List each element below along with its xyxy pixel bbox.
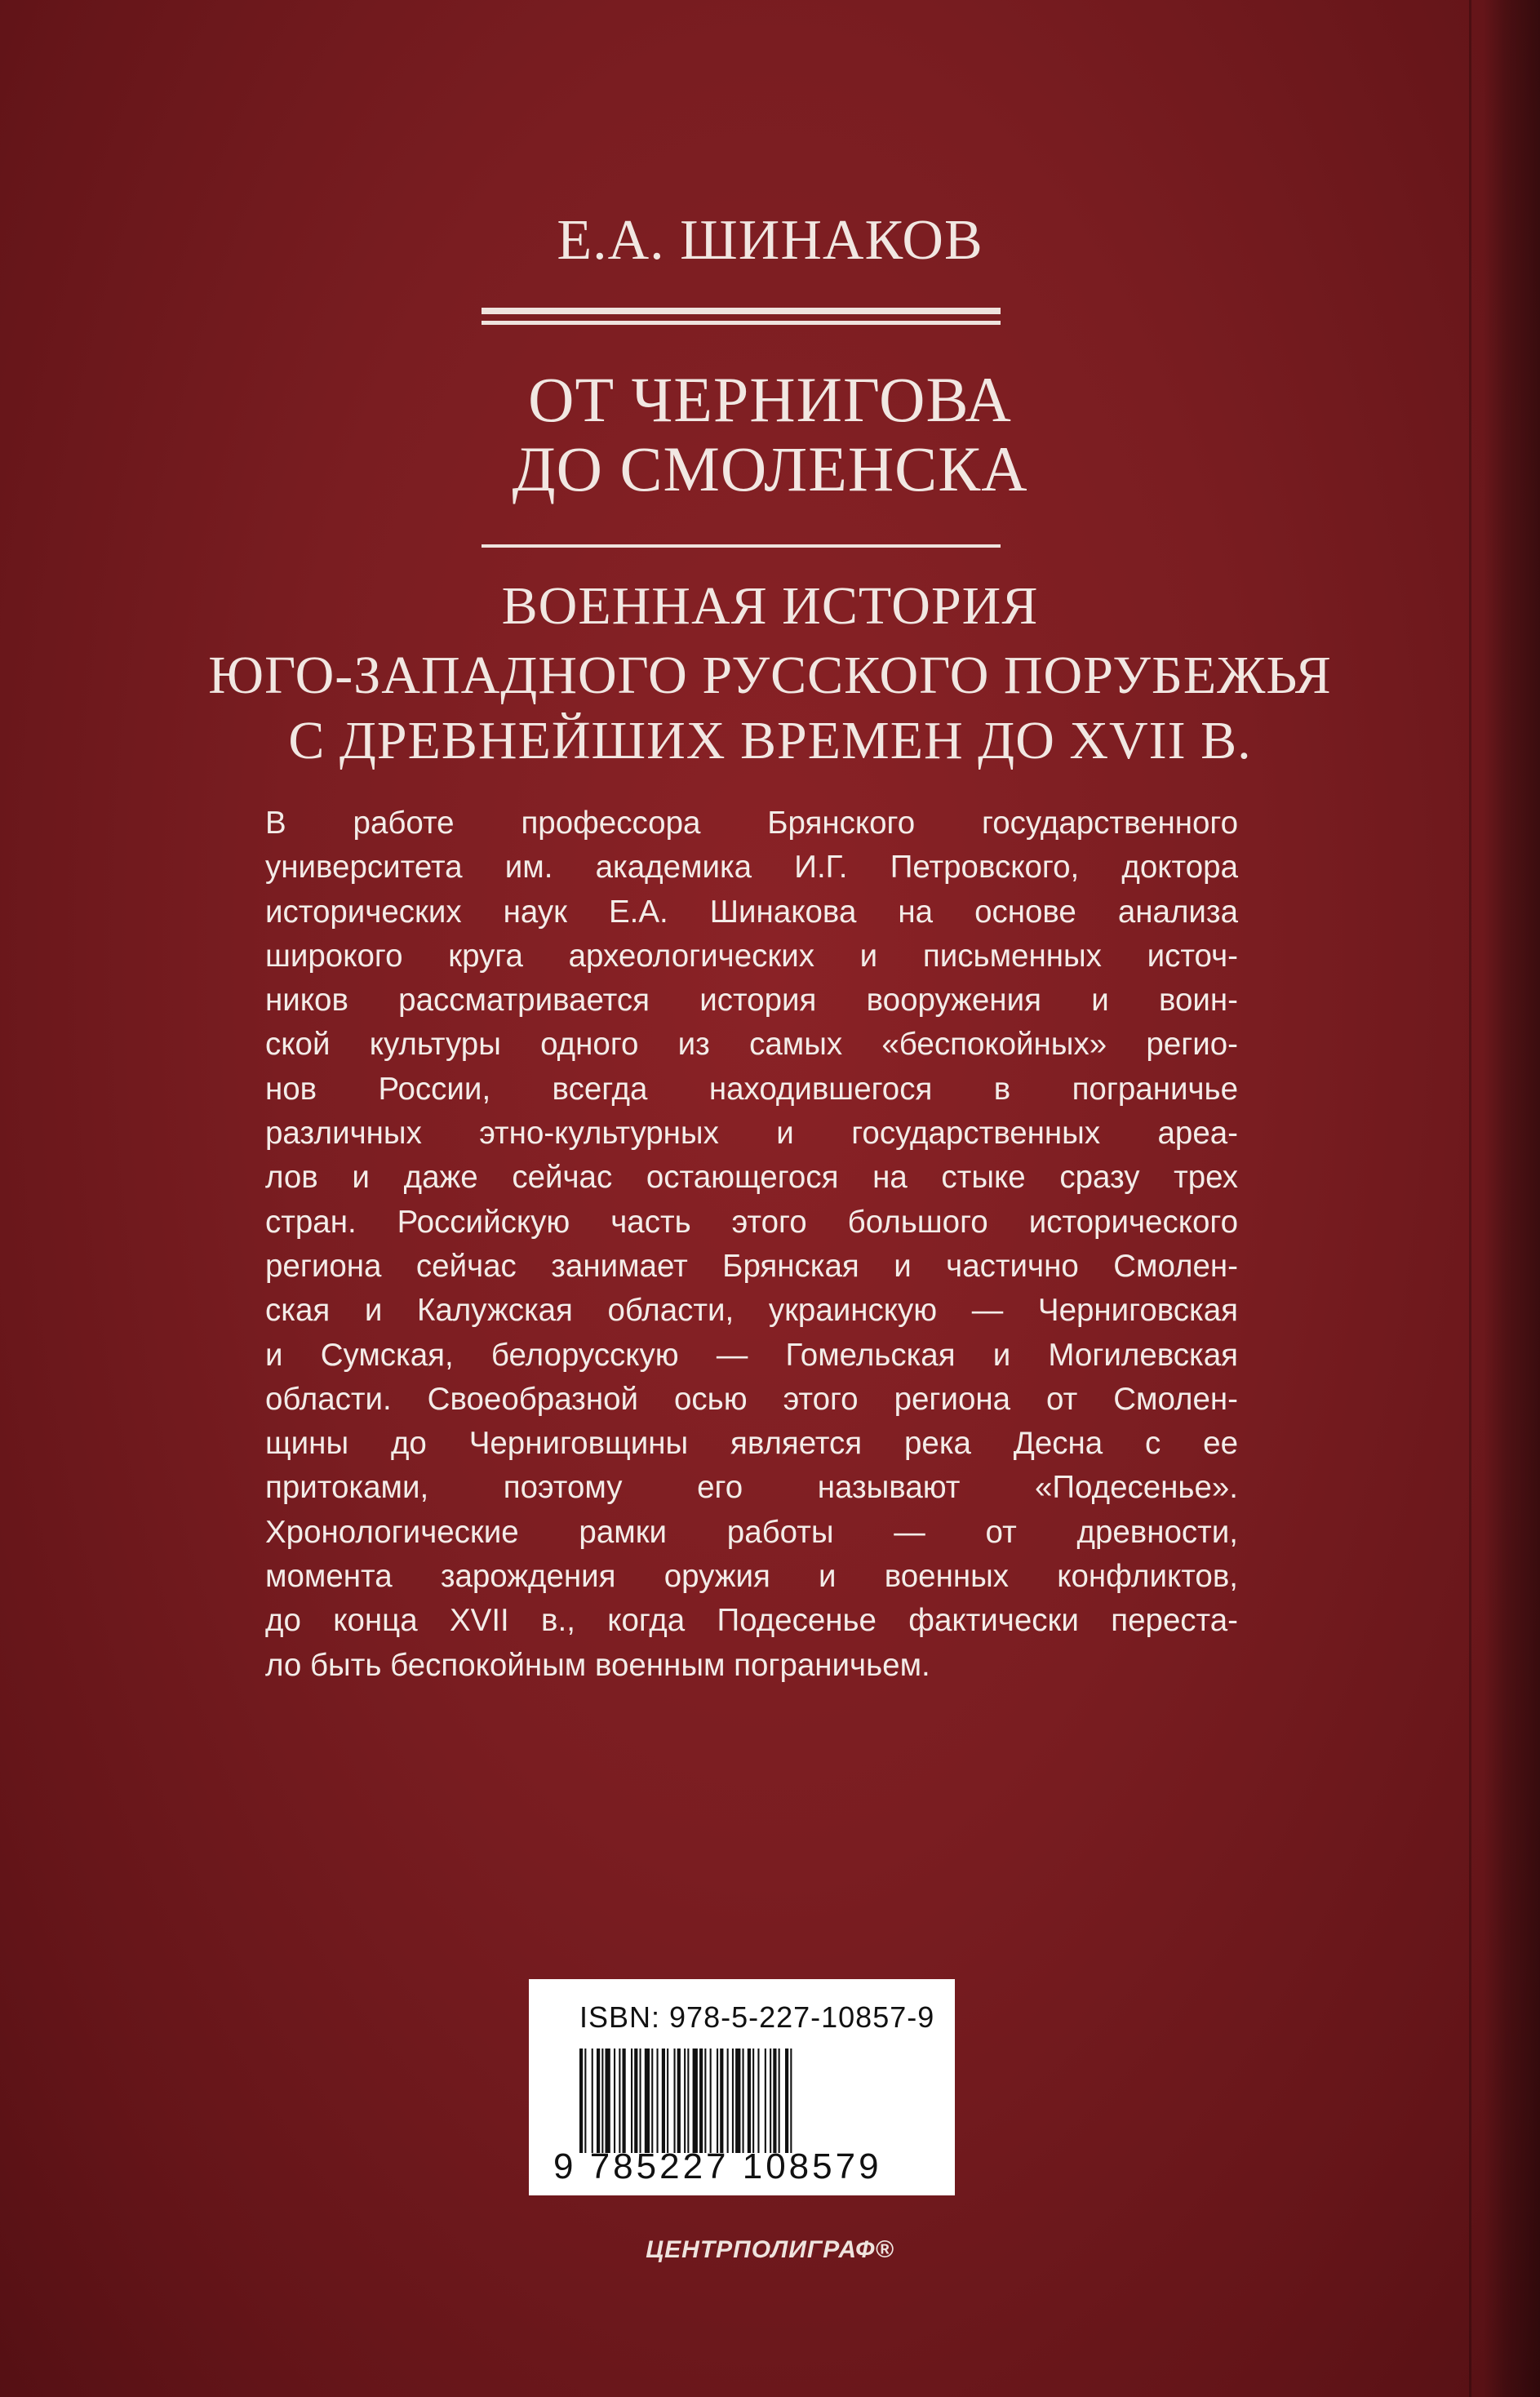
- barcode-bar: [770, 2049, 771, 2153]
- annotation-line: ская и Калужская области, украинскую — Черниговская: [265, 1293, 1238, 1329]
- annotation-line: региона сейчас занимает Брянская и частично Смолен-: [265, 1248, 1238, 1284]
- author-name: Е.А. ШИНАКОВ: [557, 209, 983, 272]
- annotation-line: Хронологические рамки работы — от древности,: [265, 1514, 1238, 1550]
- barcode-bar: [634, 2049, 637, 2153]
- barcode-bar: [748, 2049, 751, 2153]
- barcode-digits: 9 785227 108579: [553, 2146, 882, 2186]
- barcode-bar: [614, 2049, 615, 2153]
- barcode: [579, 2049, 904, 2153]
- title-line-1: ОТ ЧЕРНИГОВА: [528, 364, 1012, 435]
- barcode-bar: [584, 2049, 586, 2153]
- barcode-bar: [765, 2049, 766, 2153]
- annotation-line: стран. Российскую часть этого большого исторического: [265, 1204, 1238, 1240]
- barcode-bar: [645, 2049, 650, 2153]
- barcode-bar: [667, 2049, 668, 2153]
- barcode-bar: [785, 2049, 788, 2153]
- annotation-line: нов России, всегда находившегося в пограничье: [265, 1071, 1238, 1107]
- subtitle-line-2: ЮГО-ЗАПАДНОГО РУССКОГО ПОРУБЕЖЬЯ: [208, 646, 1332, 705]
- barcode-bar: [687, 2049, 689, 2153]
- annotation-line: момента зарождения оружия и военных конфликтов,: [265, 1559, 1238, 1595]
- barcode-bar: [623, 2049, 626, 2153]
- spine-crease: [1469, 0, 1471, 2397]
- isbn-barcode-box: [529, 1979, 955, 2195]
- double-rule: [482, 308, 1001, 331]
- annotation-line: широкого круга археологических и письменных источ-: [265, 938, 1238, 974]
- barcode-bar: [579, 2049, 583, 2153]
- subtitle-line-1: ВОЕННАЯ ИСТОРИЯ: [501, 576, 1039, 636]
- barcode-bar: [657, 2049, 659, 2153]
- barcode-bar: [732, 2049, 734, 2153]
- barcode-bar: [790, 2049, 792, 2153]
- annotation-line: до конца XVII в., когда Подесенье фактически переста-: [265, 1603, 1238, 1639]
- barcode-bar: [693, 2049, 698, 2153]
- isbn-label: ISBN: 978-5-227-10857-9: [579, 2000, 935, 2034]
- annotation-line: ников рассматривается история вооружения и воин-: [265, 983, 1238, 1019]
- publisher-logo: ЦЕНТРПОЛИГРАФ®: [646, 2236, 894, 2263]
- barcode-bar: [684, 2049, 686, 2153]
- annotation-line: притоками, поэтому его называют «Подесенье».: [265, 1470, 1238, 1506]
- annotation-line: различных этно-культурных и государственных ареа-: [265, 1116, 1238, 1152]
- barcode-bar: [674, 2049, 676, 2153]
- barcode-bar: [773, 2049, 776, 2153]
- annotation-line: щины до Черниговщины является река Десна с ее: [265, 1426, 1238, 1462]
- annotation-line: В работе профессора Брянского государственного: [265, 806, 1238, 841]
- annotation-line: лов и даже сейчас остающегося на стыке сразу трех: [265, 1160, 1238, 1196]
- annotation-line: и Сумская, белорусскую — Гомельская и Могилевская: [265, 1337, 1238, 1373]
- barcode-bar: [677, 2049, 681, 2153]
- annotation-line: ло быть беспокойным военным пограничьем.: [265, 1647, 930, 1683]
- single-rule: [482, 544, 1001, 548]
- spine-shadow: [1483, 0, 1540, 2397]
- barcode-bar: [597, 2049, 600, 2153]
- annotation-line: университета им. академика И.Г. Петровского, доктора: [265, 850, 1238, 886]
- barcode-bar: [743, 2049, 744, 2153]
- barcode-bar: [699, 2049, 703, 2153]
- barcode-bar: [735, 2049, 740, 2153]
- barcode-bar: [662, 2049, 665, 2153]
- barcode-bar: [651, 2049, 653, 2153]
- barcode-bar: [720, 2049, 723, 2153]
- barcode-bar: [601, 2049, 603, 2153]
- barcode-bar: [704, 2049, 706, 2153]
- barcode-bar: [717, 2049, 718, 2153]
- title-line-2: ДО СМОЛЕНСКА: [512, 433, 1028, 504]
- barcode-bar: [606, 2049, 610, 2153]
- barcode-bar: [640, 2049, 641, 2153]
- barcode-bar: [727, 2049, 729, 2153]
- subtitle-line-3: С ДРЕВНЕЙШИХ ВРЕМЕН ДО XVII В.: [288, 711, 1252, 770]
- barcode-bar: [752, 2049, 754, 2153]
- barcode-bar: [757, 2049, 759, 2153]
- barcode-bar: [710, 2049, 712, 2153]
- barcode-bar: [631, 2049, 632, 2153]
- annotation-text: [265, 801, 1238, 1688]
- barcode-bar: [592, 2049, 593, 2153]
- annotation-line: исторических наук Е.А. Шинакова на основе анализа: [265, 894, 1238, 930]
- barcode-bar: [619, 2049, 620, 2153]
- annotation-line: ской культуры одного из самых «беспокойных» регио-: [265, 1027, 1238, 1063]
- annotation-line: области. Своеобразной осью этого региона от Смолен-: [265, 1381, 1238, 1417]
- barcode-bar: [779, 2049, 780, 2153]
